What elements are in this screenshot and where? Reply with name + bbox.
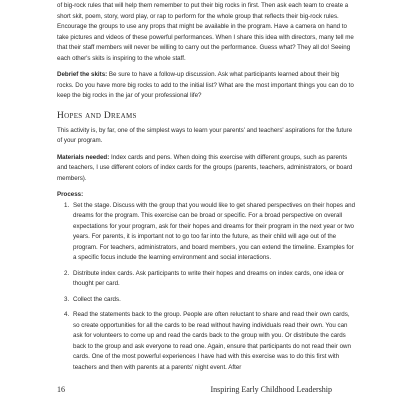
page-number: 16 (57, 385, 65, 394)
book-title: Inspiring Early Childhood Leadership (210, 385, 332, 394)
materials-label: Materials needed: (57, 153, 110, 161)
step-text: Distribute index cards. Ask participants to write their hopes and dreams on index cards, one idea or thought per card. (73, 269, 345, 287)
debrief-label: Debrief the skits: (57, 71, 108, 78)
process-step (57, 295, 357, 306)
step-number: 4. (64, 311, 70, 318)
step-number: 1. (64, 201, 70, 209)
process-step (57, 269, 357, 290)
intro-paragraph: of big-rock rules that will help them remember to put their big rocks in first. Then ask each team to create a short skit, poem, story, word play, or rap to perform for the whole group that reflects their big-rock rules. Encourage the groups to use any props that might be available in the program. Have a camera on hand to take pictures and videos of these powerful performances. When I share this idea with directors, many tell me that their staff members will never be willing to carry out the performance. Guess what? They all do! Seeing each other's skits is inspiring to the whole staff. (57, 2, 354, 62)
step-number: 2. (64, 269, 70, 277)
page-content (57, 1, 357, 378)
process-steps (57, 201, 357, 374)
process-step (57, 310, 357, 373)
step-text: Set the stage. Discuss with the group that you would like to get shared perspectives on their hopes and dreams for the program. This exercise can be broad or specific. For a broad perspective on overall expectations for your program, ask for their hopes and dreams for their program in the next year or two years. For parents, it is important not to go too far into the future, as their child will age out of the program. For teachers, administrators, and board members, you can extend the timeline. Examples for a specific focus include the learning environment and social interactions. (73, 201, 356, 261)
step-number: 3. (64, 295, 70, 303)
process-step (57, 201, 357, 264)
debrief-text: Be sure to have a follow-up discussion. Ask what participants learned about their big rocks. Do you have more big rocks to add to the initial list? What are the most important things you can do to keep the big rocks in the jar of your professional life? (57, 71, 354, 99)
step-text: Collect the cards. (73, 295, 121, 303)
materials-paragraph (57, 153, 357, 185)
debrief-paragraph (57, 70, 357, 102)
section-heading: Hopes and Dreams (57, 110, 137, 121)
step-text: Read the statements back to the group. People are often reluctant to share and read their own cards, so create opportunities for all the cards to be read without having individuals read their own. You can ask for volunteers to come up and read the cards back to the group with you. Or distribute the cards back to the group and ask everyone to read one. Again, ensure that participants do not read their own cards. One of the most powerful experiences I have had with this exercise was to do this first with teachers and then with parents at a parents' night event. After (73, 311, 351, 371)
process-label: Process: (57, 191, 84, 198)
section-intro: This activity is, by far, one of the simplest ways to learn your parents' and teachers' aspirations for the future of your program. (57, 126, 353, 144)
materials-text: Index cards and pens. When doing this exercise with different groups, such as parents and teachers, I use different colors of index cards for the groups (parents, teachers, administrators, or board members). (57, 153, 353, 182)
